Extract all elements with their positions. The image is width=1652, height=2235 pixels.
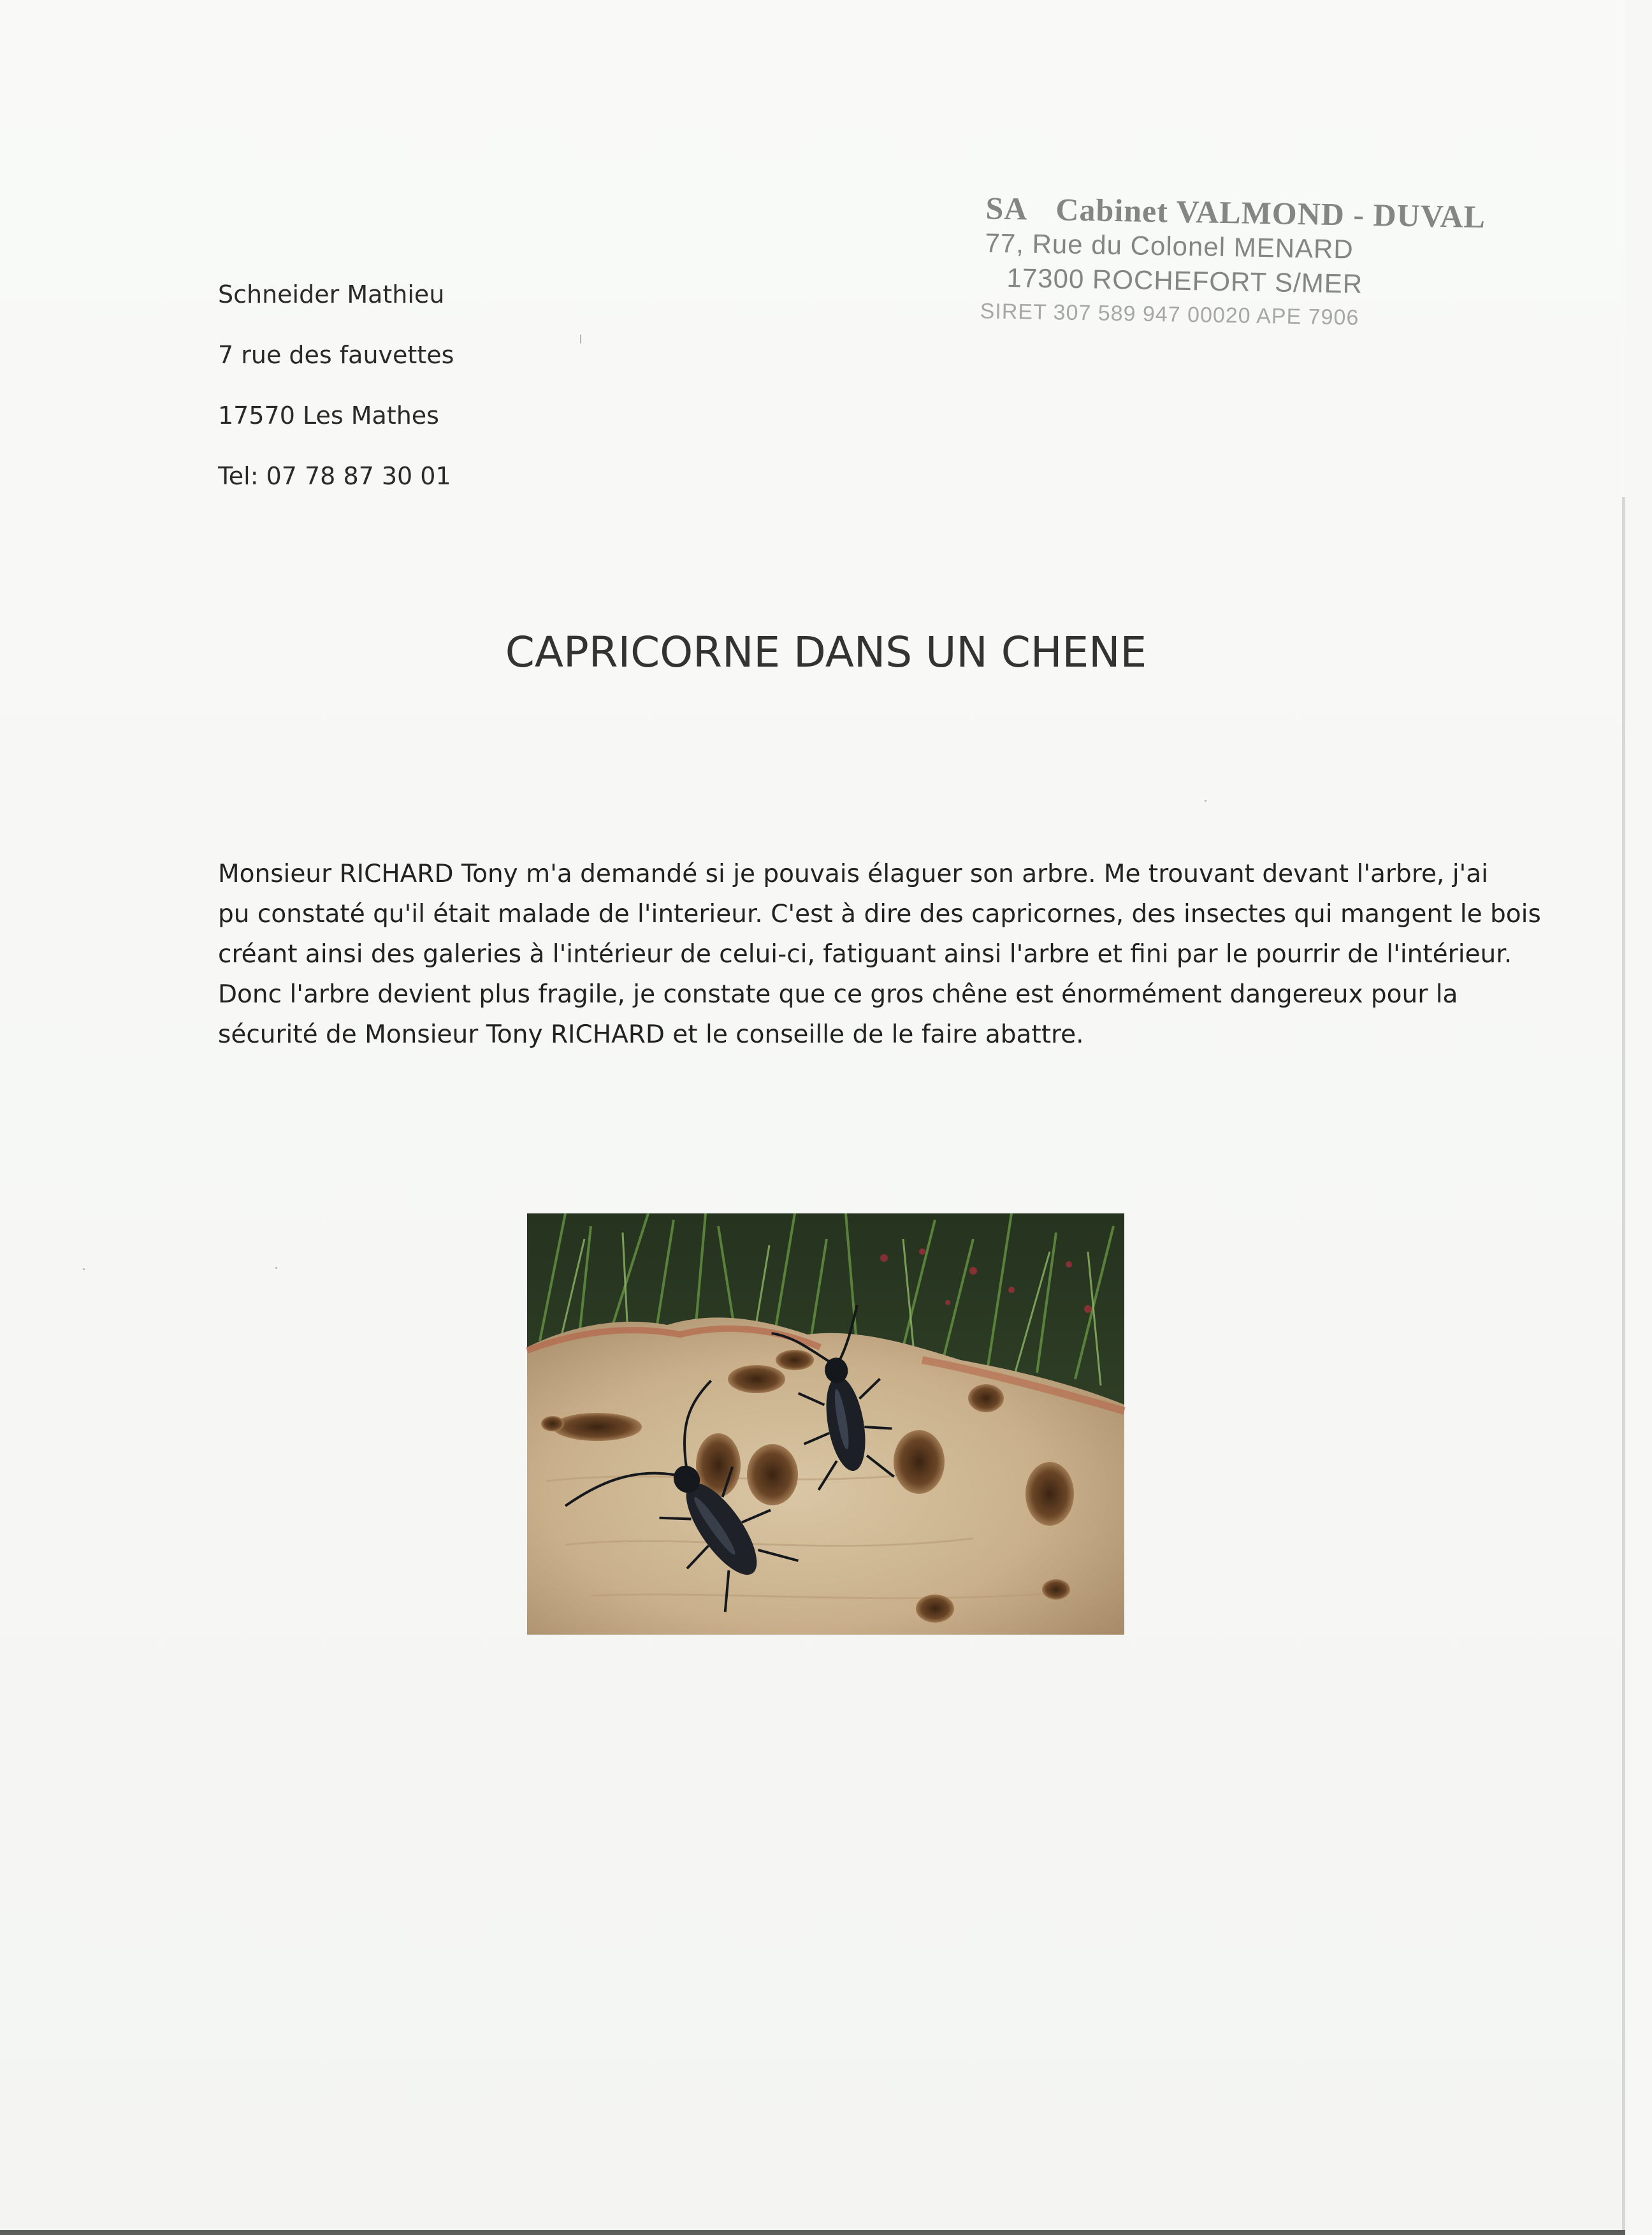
sender-city: 17570 Les Mathes	[218, 401, 439, 430]
stamp-line-3: 17300 ROCHEFORT S/MER	[1006, 263, 1363, 299]
beetles-on-oak-wood-photo	[527, 1213, 1124, 1635]
paper-speck	[83, 1268, 85, 1270]
page-edge-shadow	[1622, 497, 1625, 2235]
page-bottom-edge	[0, 2230, 1625, 2235]
sender-name: Schneider Mathieu	[218, 280, 445, 308]
stamp-company-name: Cabinet VALMOND - DUVAL	[1055, 191, 1486, 235]
sender-street: 7 rue des fauvettes	[218, 341, 454, 369]
document-title: CAPRICORNE DANS UN CHENE	[505, 628, 1147, 677]
sender-phone: Tel: 07 78 87 30 01	[218, 462, 451, 490]
body-line: pu constaté qu'il était malade de l'interieur. C'est à dire des capricornes, des insectes qui mangent le bois	[218, 900, 1541, 929]
body-line: Donc l'arbre devient plus fragile, je constate que ce gros chêne est énormément dangereux pour la	[218, 980, 1458, 1009]
paper-speck	[275, 1267, 277, 1269]
paper-speck	[580, 335, 581, 344]
stamp-line-2: 77, Rue du Colonel MENARD	[985, 228, 1354, 264]
sender-address-block	[218, 264, 600, 507]
stamp-line-1	[985, 189, 1486, 235]
stamp-prefix: SA	[985, 190, 1028, 227]
body-line: créant ainsi des galeries à l'intérieur de celui-ci, fatiguant ainsi l'arbre et fini par le pourrir de l'intérieur.	[218, 940, 1512, 969]
company-stamp	[980, 184, 1486, 344]
body-paragraph	[218, 854, 1541, 1055]
stamp-line-4: SIRET 307 589 947 00020 APE 7906	[980, 299, 1359, 330]
paper-speck	[1205, 800, 1206, 802]
body-line: Monsieur RICHARD Tony m'a demandé si je pouvais élaguer son arbre. Me trouvant devant l'arbre, j'ai	[218, 860, 1488, 888]
body-line: sécurité de Monsieur Tony RICHARD et le conseille de le faire abattre.	[218, 1020, 1084, 1049]
